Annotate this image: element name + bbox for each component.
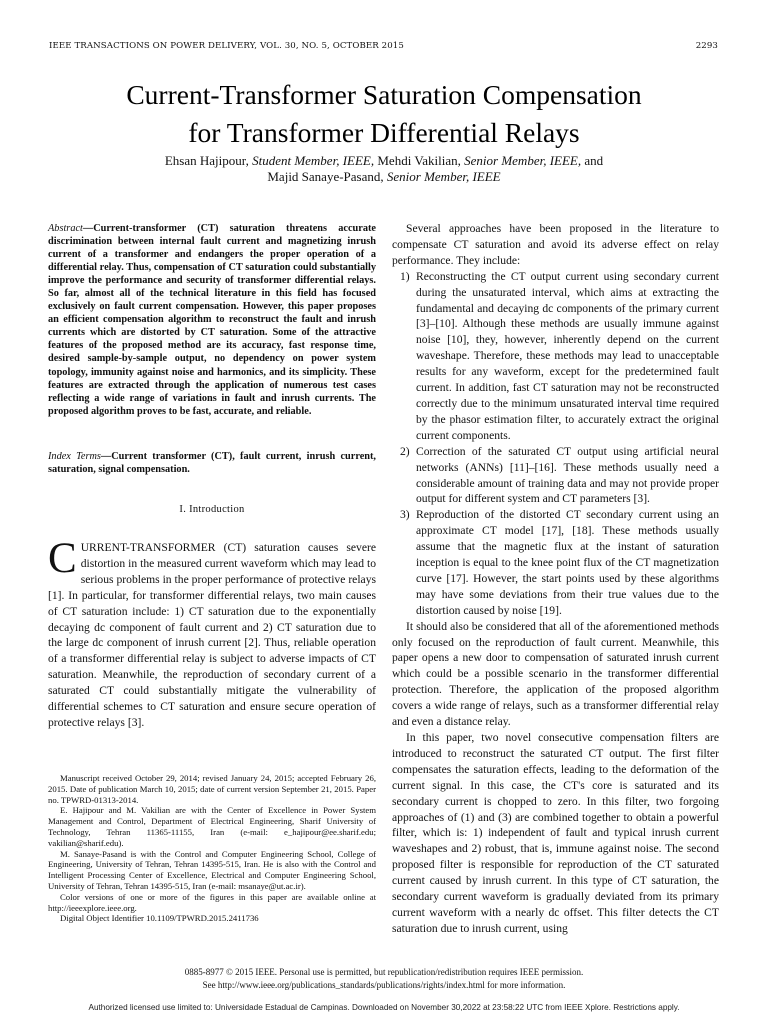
abstract-text: —Current-transformer (CT) saturation threatens accurate discrimination between internal fault current and magnetizing inrush current of a transformer and endangers the proper operation of a differential relay. Thus, compensation of CT saturation could substantially improve the performance and security of transformer differential relays. So far, almost all of the technical literature in this field has focused exclusively on fault current compensation. However, this paper proposes an efficient compensation algorithm to reconstruct the fault and inrush currents which are distorted by CT saturation. Some of the attractive features of the proposed method are its accuracy, fast response time, desired sample-by-sample output, no dependency on power system topology, immunity against noise and harmonics, and its simplicity. These features are extracted through the application of numerous test cases reflecting a wide range of variations in fault and inrush currents. The proposed algorithm proves to be fast, accurate, and reliable.	[48, 223, 376, 417]
footnote-color-versions: Color versions of one or more of the figures in this paper are available online at http://ieeexplore.ieee.org.	[48, 891, 376, 913]
author-and: and	[584, 153, 604, 168]
copyright-line-1: 0885-8977 © 2015 IEEE. Personal use is permitted, but republication/redistribution requires IEEE permission.	[184, 967, 584, 977]
section-heading-introduction: I. Introduction	[179, 504, 245, 515]
abstract-label: Abstract	[48, 223, 83, 234]
list-item	[392, 269, 719, 444]
journal-name: IEEE TRANSACTIONS ON POWER DELIVERY, VOL. 30, NO. 5, OCTOBER 2015	[49, 41, 404, 51]
page-number: 2293	[695, 41, 718, 51]
list-item-text: Correction of the saturated CT output using artificial neural networks (ANNs) [11]–[16]. These methods usually need a considerable amount of training data and may not provide proper output for different system and CT parameters [3].	[416, 444, 719, 506]
list-item-number: 3)	[400, 508, 410, 522]
paper-title	[30, 76, 738, 152]
license-notice: Authorized licensed use limited to: Universidade Estadual de Campinas. Downloaded on November 30,2022 at 23:58:22 UTC from IEEE Xplore. Restrictions apply.	[88, 1003, 680, 1012]
list-item	[392, 444, 719, 508]
title-line-2: for Transformer Differential Relays	[188, 117, 580, 148]
author-2-role: Senior Member, IEEE,	[464, 153, 582, 168]
author-3-role: Senior Member, IEEE	[386, 169, 501, 184]
approaches-list	[392, 269, 719, 619]
copyright-line-2: See http://www.ieee.org/publications_standards/publications/rights/index.html for more information.	[202, 980, 566, 990]
right-column-text	[392, 221, 719, 937]
title-line-1: Current-Transformer Saturation Compensation	[126, 79, 642, 110]
author-list	[30, 153, 738, 185]
drop-cap: C	[48, 535, 77, 582]
running-header	[49, 41, 718, 51]
list-item-number: 1)	[400, 269, 410, 283]
footnote-doi: Digital Object Identifier 10.1109/TPWRD.2015.2411736	[60, 913, 259, 924]
right-paragraph-1: Several approaches have been proposed in the literature to compensate CT saturation and avoid its adverse effect on relay performance. They include:	[392, 222, 719, 267]
index-terms-text: —Current transformer (CT), fault current, inrush current, saturation, signal compensation.	[48, 451, 377, 476]
footnote-affiliation-2: M. Sanaye-Pasand is with the Control and Computer Engineering School, College of Engineering, University of Tehran, Tehran 14395-515, Iran. He is also with the Control and Intelligent Processing Center of Excellence, Electrical and Computer Engineering School, University of Tehran, Tehran 14395-515, Iran (e-mail: msanaye@ut.ac.ir).	[48, 848, 376, 891]
author-1: Ehsan Hajipour,	[164, 153, 249, 168]
abstract	[48, 222, 376, 418]
right-paragraph-2: It should also be considered that all of the aforementioned methods only focused on the reproduction of fault current. Meanwhile, this paper opens a new door to compensation of saturated inrush current which could be a possible scenario in the transformer differential protection. Therefore, the application of the proposed algorithm covers a wide range of relays, such as a transformer differential relay and even a distance relay.	[392, 619, 719, 729]
list-item-text: Reconstructing the CT output current using secondary current during the unsaturated interval, which aims at extracting the fundamental and decaying dc components of the primary current [3]–[10]. Although these methods are usually immune against noise [10], they, however, inherently depend on the current waveshape. Therefore, these methods may lead to unacceptable results for any waveform, except for the predetermined fault current. In addition, fast CT saturation may not be reconstructed correctly due to the minimum unsaturated interval time required by the phasor estimation filter, to accurately extract the original current components.	[416, 269, 719, 442]
footnote-manuscript: Manuscript received October 29, 2014; revised January 24, 2015; accepted February 26, 2015. Date of publication March 10, 2015; date of current version September 21, 2015. Paper no. TPWRD-01313-2014.	[48, 773, 376, 805]
index-terms-label: Index Terms	[48, 451, 101, 462]
list-item-number: 2)	[400, 444, 410, 458]
right-paragraph-3: In this paper, two novel consecutive compensation filters are introduced to reconstruct the saturated CT output. The first filter compensates the saturation effects, leading to the deformation of the current signal. In this case, the CT's core is saturated and its secondary current is chopped to zero. In this filter, two forgoing approaches of (1) and (3) are combined together to obtain a powerful filter, which is: 1) independent of fault and typical inrush current waveshapes and 2) robust, that is, immune against noise. The second proposed filter is responsible for reproduction of the CT saturated current caused by inrush current. In this type of CT saturation, the secondary current waveform is gradually deviated from its primary current waveform with a nearly dc offset. This filter detects the CT saturation due to inrush current, using	[392, 731, 719, 935]
intro-text: URRENT-TRANSFORMER (CT) saturation causes severe distortion in the measured current waveform which may lead to serious problems in the proper performance of protective relays [1]. In particular, for transformer differential relays, two main causes of CT saturation include: 1) CT saturation due to the exponentially decaying dc component of fault current and 2) CT saturation due to the large dc component of inrush current [2]. Thus, reliable operation of a transformer differential relay is subject to adverse impacts of CT saturation. Meanwhile, the reproduction of secondary current of a saturated CT could substantially mitigate the vulnerability of differential schemes to CT saturation and ensure secure operation of protective relays [3].	[48, 541, 376, 729]
author-2: Mehdi Vakilian,	[377, 153, 461, 168]
footnote-affiliation-1: E. Hajipour and M. Vakilian are with the Center of Excellence in Power System Management and Control, Department of Electrical Engineering, Sharif University of Technology, Tehran 11365-11155, Iran (e-mail: e_hajipour@ee.sharif.edu; vakilian@sharif.edu).	[48, 805, 376, 848]
list-item	[392, 507, 719, 618]
author-3: Majid Sanaye-Pasand,	[267, 169, 384, 184]
list-item-text: Reproduction of the distorted CT secondary current using an approximate CT model [17], [18]. These methods usually assume that the magnetic flux at the instant of saturation inception is equal to the knee point flux of the CT magnetization curve [17]. However, the start points used by these algorithms may have some deviations from their true values due to the distortion caused by noise [19].	[416, 508, 719, 617]
index-terms	[48, 450, 376, 476]
author-1-role: Student Member, IEEE,	[252, 153, 375, 168]
copyright-footer	[0, 966, 768, 992]
footnotes	[48, 773, 376, 924]
intro-paragraph	[48, 535, 376, 731]
